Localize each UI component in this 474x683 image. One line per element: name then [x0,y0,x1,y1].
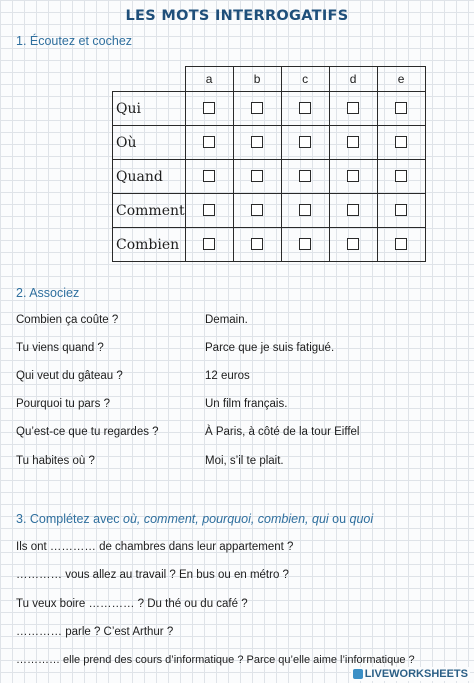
logo-icon [353,669,363,679]
row-label: Combien [113,228,186,262]
assoc-row [16,314,456,330]
checkbox[interactable] [251,102,263,114]
checkbox[interactable] [203,204,215,216]
checkbox[interactable] [203,170,215,182]
assoc-answer[interactable]: Un film français. [205,398,288,410]
col-header: d [329,67,377,92]
check-grid [112,66,426,262]
checkbox[interactable] [299,136,311,148]
row-label: Qui [113,92,186,126]
checkbox[interactable] [347,102,359,114]
grid-row [113,228,426,262]
checkbox[interactable] [347,170,359,182]
col-header: e [377,67,425,92]
assoc-row [16,370,456,386]
checkbox[interactable] [395,238,407,250]
checkbox[interactable] [347,238,359,250]
assoc-answer[interactable]: Moi, s’il te plait. [205,455,284,467]
assoc-row [16,342,456,358]
section3-heading-last: quoi [349,512,374,526]
checkbox[interactable] [299,102,311,114]
col-header: b [233,67,281,92]
assoc-row [16,398,456,414]
col-header: c [281,67,329,92]
assoc-question[interactable]: Combien ça coûte ? [16,314,119,326]
grid-row [113,194,426,228]
section1-heading: 1. Écoutez et cochez [16,34,133,48]
fill-sentence[interactable]: ………… parle ? C’est Arthur ? [16,626,174,638]
section2-heading: 2. Associez [16,286,80,300]
grid-row [113,160,426,194]
row-label: Où [113,126,186,160]
assoc-answer[interactable]: Demain. [205,314,248,326]
assoc-question[interactable]: Qui veut du gâteau ? [16,370,123,382]
fill-sentence[interactable]: ………… vous allez au travail ? En bus ou en métro ? [16,569,289,581]
checkbox[interactable] [347,204,359,216]
assoc-row [16,455,456,471]
assoc-question[interactable]: Pourquoi tu pars ? [16,398,110,410]
checkbox[interactable] [347,136,359,148]
fill-sentence[interactable]: Ils ont ………… de chambres dans leur appartement ? [16,541,294,553]
assoc-question[interactable]: Tu viens quand ? [16,342,104,354]
grid-row [113,126,426,160]
assoc-answer[interactable]: Parce que je suis fatigué. [205,342,335,354]
checkbox[interactable] [251,136,263,148]
section3-heading-prefix: 3. Complétez avec [16,512,123,526]
fill-sentence[interactable]: ………… elle prend des cours d’informatique ? Parce qu’elle aime l’informatique ? [16,654,415,666]
section3-heading-words: où, comment, pourquoi, combien, qui [123,512,329,526]
assoc-question[interactable]: Tu habites où ? [16,455,95,467]
row-label: Quand [113,160,186,194]
checkbox[interactable] [203,136,215,148]
fill-sentence[interactable]: Tu veux boire ………… ? Du thé ou du café ? [16,598,248,610]
checkbox[interactable] [395,204,407,216]
col-header: a [185,67,233,92]
assoc-row [16,426,456,442]
checkbox[interactable] [251,238,263,250]
checkbox[interactable] [251,204,263,216]
checkbox[interactable] [395,170,407,182]
checkbox[interactable] [395,136,407,148]
checkbox[interactable] [299,170,311,182]
grid-header-row [113,67,426,92]
checkbox[interactable] [299,238,311,250]
section3-heading-mid: ou [328,512,350,526]
row-label: Comment [113,194,186,228]
section3-heading [16,512,373,526]
assoc-answer[interactable]: 12 euros [205,370,250,382]
liveworksheets-logo [351,667,470,681]
logo-text: LIVEWORKSHEETS [364,668,468,680]
grid-corner [113,67,186,92]
checkbox[interactable] [395,102,407,114]
checkbox[interactable] [203,102,215,114]
grid-row [113,92,426,126]
assoc-answer[interactable]: À Paris, à côté de la tour Eiffel [205,426,360,438]
checkbox[interactable] [299,204,311,216]
checkbox[interactable] [251,170,263,182]
worksheet-title: LES MOTS INTERROGATIFS [125,8,349,24]
assoc-question[interactable]: Qu’est-ce que tu regardes ? [16,426,159,438]
checkbox[interactable] [203,238,215,250]
